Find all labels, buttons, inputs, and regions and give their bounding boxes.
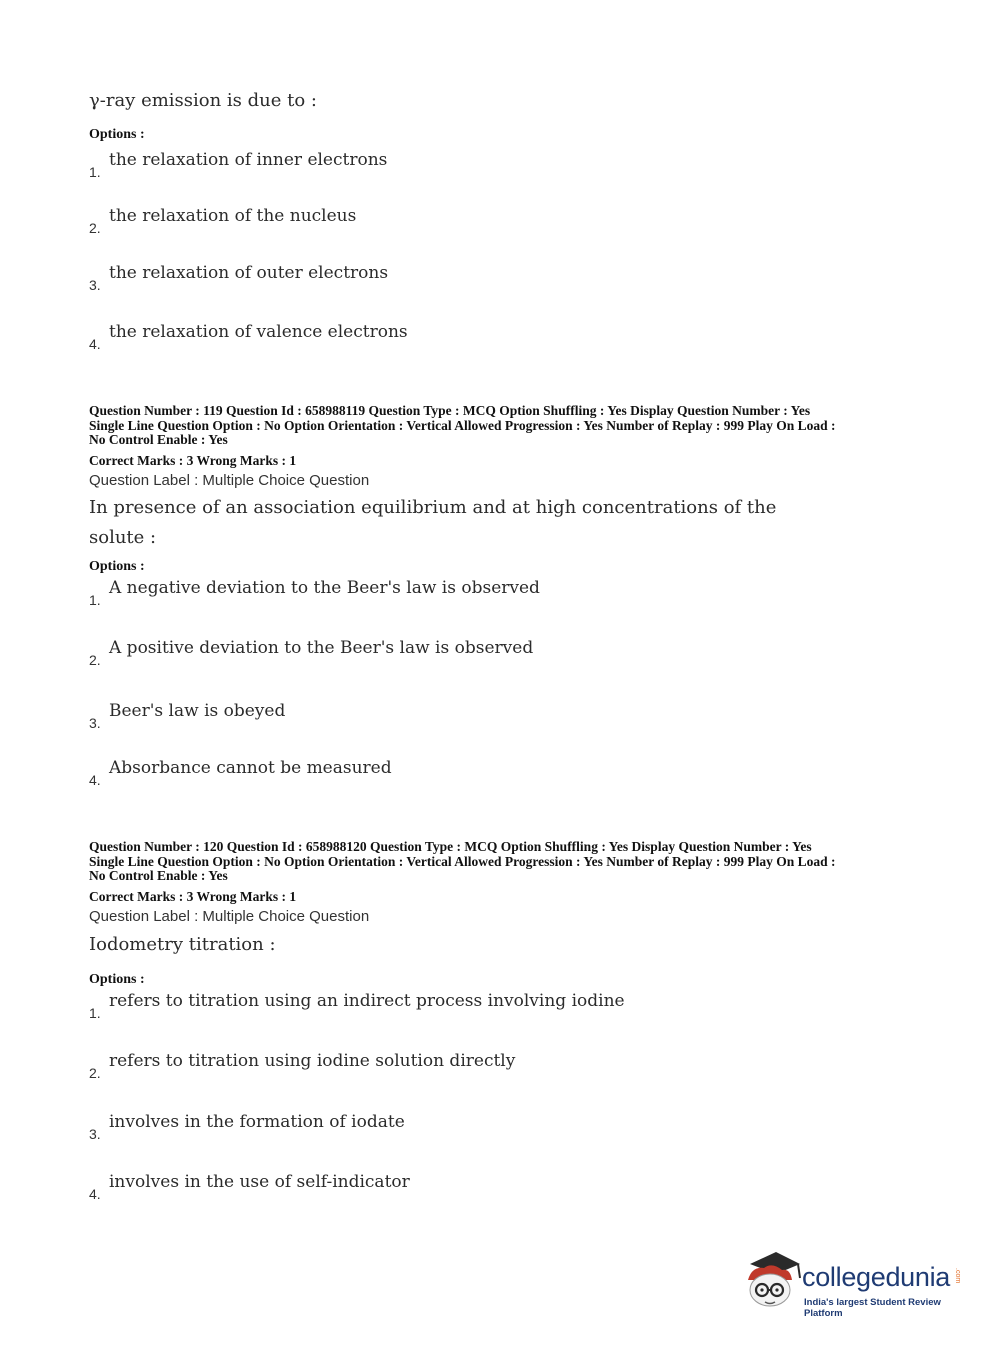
question-119-label: Question Label : Multiple Choice Question (89, 472, 370, 489)
q119-option-4[interactable] (89, 758, 789, 792)
question-text-line: solute : (89, 527, 157, 548)
option-text: the relaxation of valence electrons (109, 322, 408, 342)
question-120-meta (89, 840, 919, 884)
question-119-options-label: Options : (89, 559, 145, 574)
question-119-text (89, 493, 919, 553)
option-number: 2. (89, 1065, 101, 1081)
question-118-text: γ-ray emission is due to : (89, 90, 317, 111)
option-number: 4. (89, 772, 101, 788)
option-text: A negative deviation to the Beer's law is observed (109, 578, 540, 598)
option-text: refers to titration using an indirect process involving iodine (109, 991, 625, 1011)
q120-option-1[interactable] (89, 991, 789, 1025)
question-119-marks: Correct Marks : 3 Wrong Marks : 1 (89, 453, 297, 468)
option-text: involves in the use of self-indicator (109, 1172, 410, 1192)
option-text: involves in the formation of iodate (109, 1112, 405, 1132)
question-120-options-label: Options : (89, 972, 145, 987)
q118-option-4[interactable] (89, 322, 789, 356)
option-number: 3. (89, 715, 101, 731)
q119-option-3[interactable] (89, 701, 789, 735)
meta-line: No Control Enable : Yes (89, 432, 228, 447)
option-number: 1. (89, 164, 101, 180)
question-120-text: Iodometry titration : (89, 934, 276, 955)
q120-option-4[interactable] (89, 1172, 789, 1206)
q119-option-1[interactable] (89, 578, 789, 612)
logo-tagline: India's largest Student Review Platform (804, 1297, 941, 1319)
option-number: 4. (89, 336, 101, 352)
q120-option-2[interactable] (89, 1051, 789, 1085)
option-number: 1. (89, 1005, 101, 1021)
option-text: Beer's law is obeyed (109, 701, 286, 721)
meta-line: Question Number : 120 Question Id : 658988120 Question Type : MCQ Option Shuffling : Yes Display Question Number : Yes (89, 839, 812, 854)
question-120-label: Question Label : Multiple Choice Question (89, 908, 370, 925)
q118-option-1[interactable] (89, 150, 789, 184)
option-number: 2. (89, 220, 101, 236)
option-text: the relaxation of inner electrons (109, 150, 388, 170)
question-120-marks: Correct Marks : 3 Wrong Marks : 1 (89, 889, 297, 904)
option-number: 3. (89, 1126, 101, 1142)
q120-option-3[interactable] (89, 1112, 789, 1146)
mascot-icon (742, 1250, 804, 1316)
meta-line: No Control Enable : Yes (89, 868, 228, 883)
option-number: 4. (89, 1186, 101, 1202)
option-text: A positive deviation to the Beer's law is observed (109, 638, 534, 658)
question-text-line: In presence of an association equilibrium and at high concentrations of the (89, 497, 777, 518)
option-number: 3. (89, 277, 101, 293)
q118-option-2[interactable] (89, 206, 789, 240)
meta-line: Single Line Question Option : No Option Orientation : Vertical Allowed Progression : Yes Number of Replay : 999 Play On Load : (89, 417, 836, 433)
meta-line: Question Number : 119 Question Id : 658988119 Question Type : MCQ Option Shuffling : Yes Display Question Number : Yes (89, 403, 811, 418)
option-number: 1. (89, 592, 101, 608)
logo-brand-name: collegedunia (802, 1262, 951, 1292)
q118-option-3[interactable] (89, 263, 789, 297)
option-number: 2. (89, 652, 101, 668)
q119-option-2[interactable] (89, 638, 789, 672)
option-text: Absorbance cannot be measured (109, 758, 392, 778)
question-118-options-label: Options : (89, 127, 145, 142)
collegedunia-logo[interactable] (742, 1250, 972, 1320)
option-text: the relaxation of the nucleus (109, 206, 357, 226)
option-text: refers to titration using iodine solution directly (109, 1051, 516, 1071)
option-text: the relaxation of outer electrons (109, 263, 389, 283)
logo-domain-suffix: .com (954, 1268, 961, 1284)
question-119-meta (89, 404, 919, 448)
meta-line: Single Line Question Option : No Option Orientation : Vertical Allowed Progression : Yes Number of Replay : 999 Play On Load : (89, 853, 836, 869)
